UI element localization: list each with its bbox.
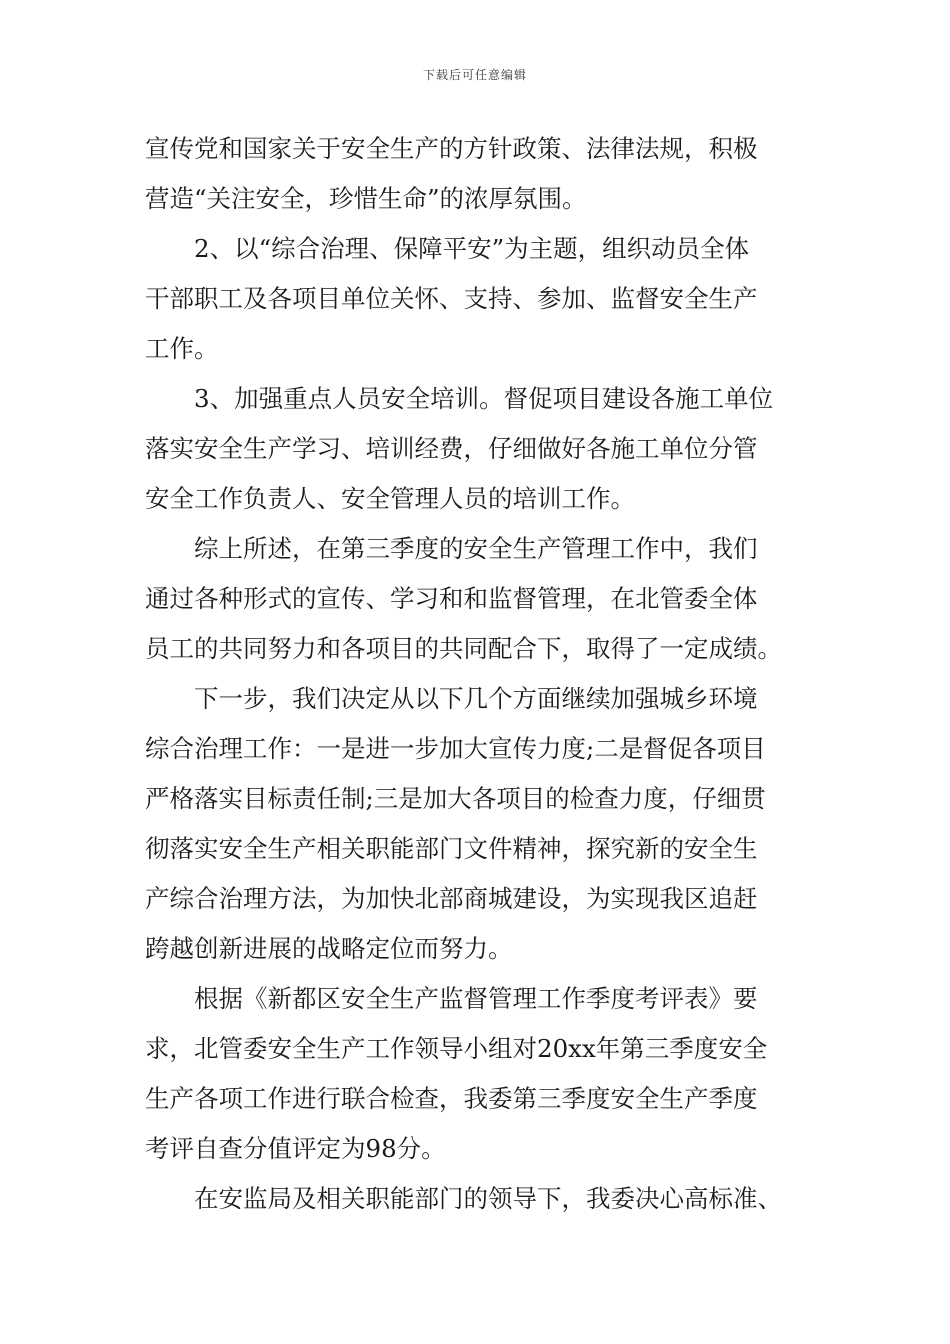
- body-line: 工作。: [145, 334, 219, 363]
- body-line: 落实安全生产学习、培训经费，仔细做好各施工单位分管: [145, 434, 758, 463]
- body-line: 彻落实安全生产相关职能部门文件精神，探究新的安全生: [145, 834, 758, 863]
- body-line: 产综合治理方法，为加快北部商城建设，为实现我区追赶: [145, 884, 758, 913]
- body-line: 通过各种形式的宣传、学习和和监督管理，在北管委全体: [145, 584, 758, 613]
- body-line: 营造“关注安全，珍惜生命”的浓厚氛围。: [145, 184, 587, 213]
- body-line: 安全工作负责人、安全管理人员的培训工作。: [145, 484, 635, 513]
- body-line-indented: 在安监局及相关职能部门的领导下，我委决心高标准、: [194, 1184, 782, 1213]
- body-line: 跨越创新进展的战略定位而努力。: [145, 934, 513, 963]
- body-line-indented: 根据《新都区安全生产监督管理工作季度考评表》要: [194, 984, 758, 1013]
- body-line-indented: 下一步，我们决定从以下几个方面继续加强城乡环境: [194, 684, 758, 713]
- page-header: 下载后可任意编辑: [422, 68, 527, 82]
- body-line: 考评自查分值评定为98分。: [145, 1134, 446, 1163]
- document-body: [145, 124, 825, 1224]
- body-line: 综合治理工作：一是进一步加大宣传力度;二是督促各项目: [145, 734, 766, 763]
- body-line: 严格落实目标责任制;三是加大各项目的检查力度，仔细贯: [145, 784, 766, 813]
- body-line-indented: 综上所述，在第三季度的安全生产管理工作中，我们: [194, 534, 758, 563]
- body-line: 求，北管委安全生产工作领导小组对20xx年第三季度安全: [145, 1034, 768, 1063]
- body-line: 员工的共同努力和各项目的共同配合下，取得了一定成绩。: [145, 634, 782, 663]
- body-line: 生产各项工作进行联合检查，我委第三季度安全生产季度: [145, 1084, 758, 1113]
- body-line-indented: 2、以“综合治理、保障平安”为主题，组织动员全体: [194, 234, 750, 263]
- body-line: 干部职工及各项目单位关怀、支持、参加、监督安全生产: [145, 284, 758, 313]
- body-line-indented: 3、加强重点人员安全培训。督促项目建设各施工单位: [194, 384, 774, 413]
- body-line: 宣传党和国家关于安全生产的方针政策、法律法规，积极: [145, 134, 758, 163]
